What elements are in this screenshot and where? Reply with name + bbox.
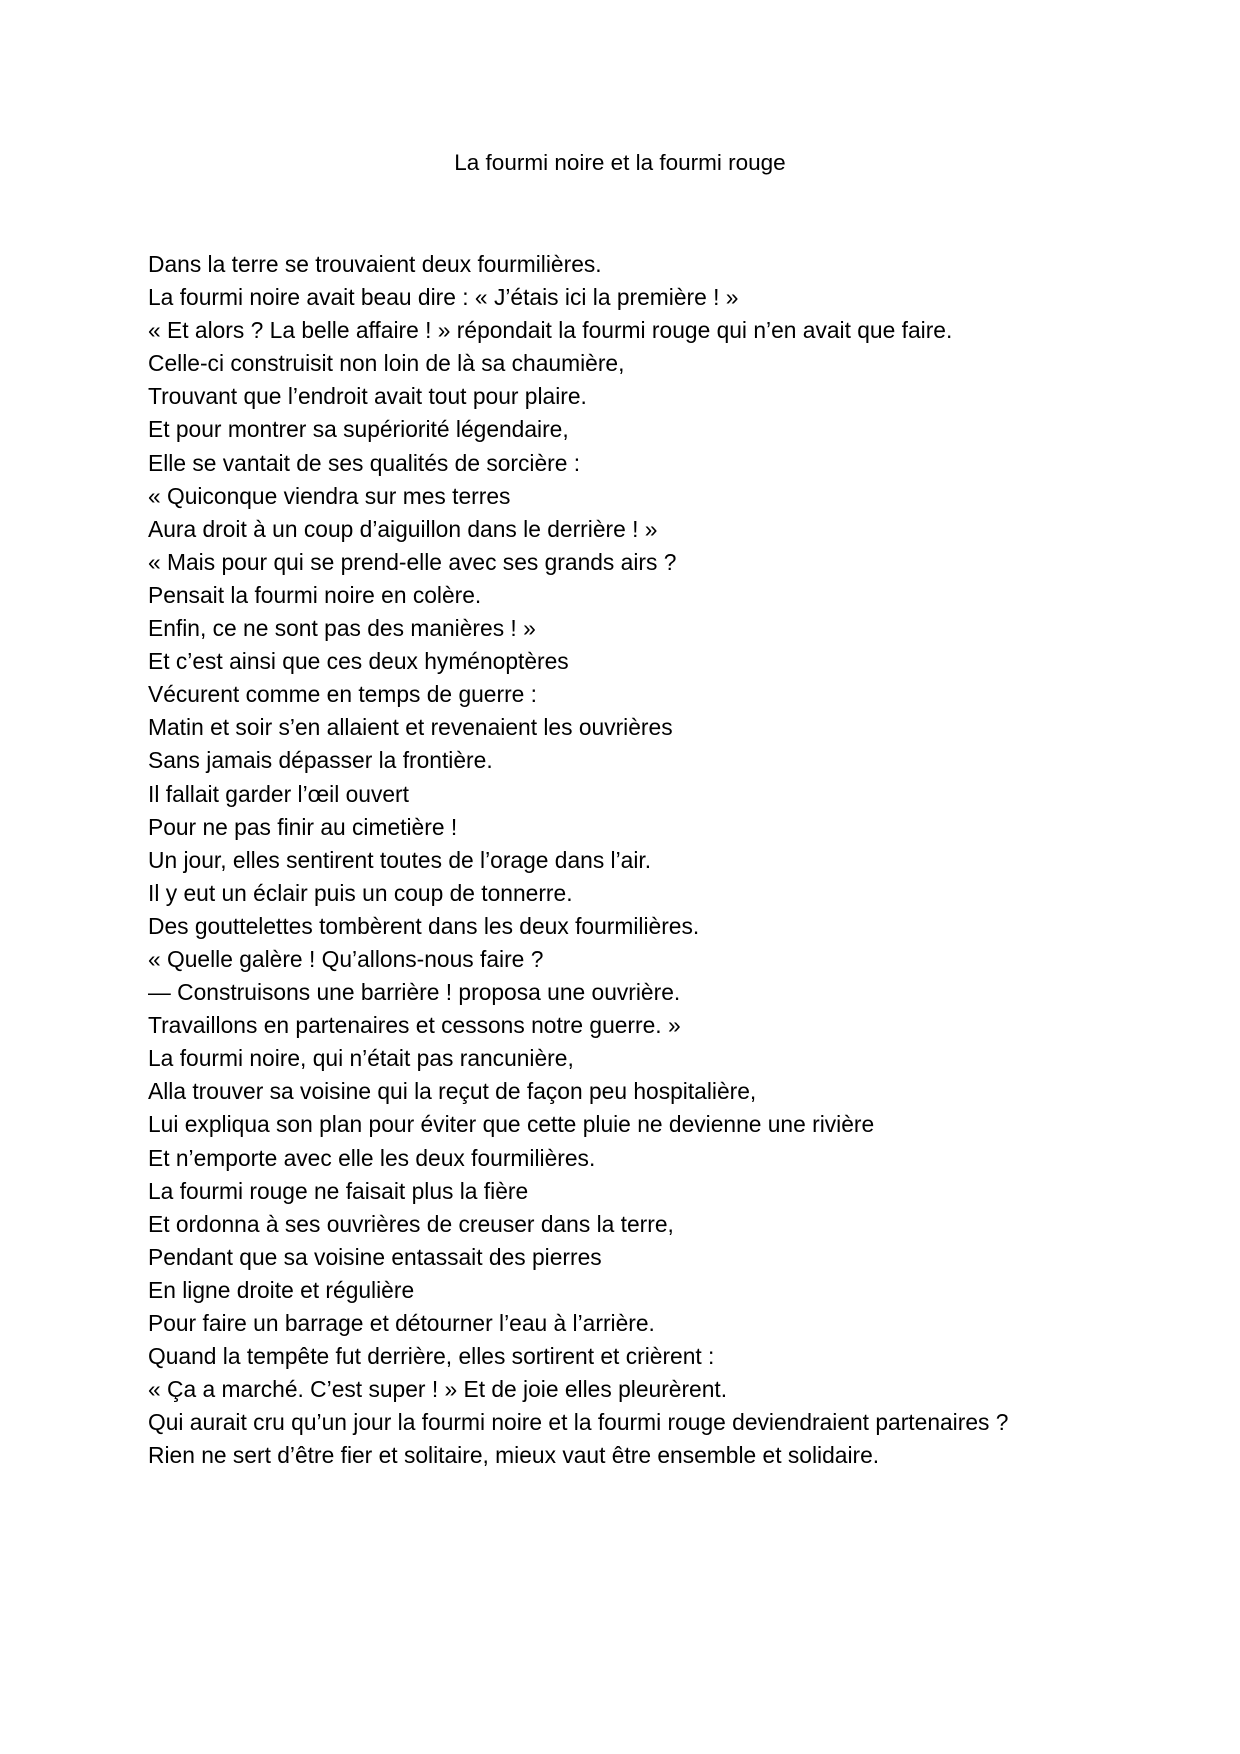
poem-line: Matin et soir s’en allaient et revenaient les ouvrières <box>148 714 673 741</box>
poem-line: La fourmi rouge ne faisait plus la fière <box>148 1177 529 1204</box>
poem-line: « Quiconque viendra sur mes terres <box>148 482 511 509</box>
poem-line: Et n’emporte avec elle les deux fourmilières. <box>148 1144 596 1171</box>
poem-line: La fourmi noire avait beau dire : « J’étais ici la première ! » <box>148 284 739 311</box>
poem-line: Et ordonna à ses ouvrières de creuser dans la terre, <box>148 1210 674 1237</box>
poem-line: « Et alors ? La belle affaire ! » répondait la fourmi rouge qui n’en avait que faire. <box>148 317 953 344</box>
poem-line: Elle se vantait de ses qualités de sorcière : <box>148 449 581 476</box>
poem-line: Des gouttelettes tombèrent dans les deux fourmilières. <box>148 912 700 939</box>
poem-line: Pour faire un barrage et détourner l’eau à l’arrière. <box>148 1310 655 1336</box>
poem-line: Un jour, elles sentirent toutes de l’orage dans l’air. <box>148 846 652 873</box>
poem-line: Rien ne sert d’être fier et solitaire, mieux vaut être ensemble et solidaire. <box>148 1442 880 1469</box>
poem-line: Lui expliqua son plan pour éviter que cette pluie ne devienne une rivière <box>148 1111 875 1138</box>
poem-line: La fourmi noire, qui n’était pas rancunière, <box>148 1045 574 1072</box>
poem-line: Et c’est ainsi que ces deux hyménoptères <box>148 648 569 675</box>
poem-line: Il fallait garder l’œil ouvert <box>148 780 409 807</box>
poem-line: Quand la tempête fut derrière, elles sortirent et crièrent : <box>148 1343 715 1370</box>
poem-line: Vécurent comme en temps de guerre : <box>148 681 538 708</box>
poem-line: Il y eut un éclair puis un coup de tonnerre. <box>148 879 573 906</box>
poem-line: « Quelle galère ! Qu’allons-nous faire ? <box>148 945 544 972</box>
poem-title: La fourmi noire et la fourmi rouge <box>454 150 786 175</box>
poem-line: Pendant que sa voisine entassait des pierres <box>148 1243 602 1270</box>
poem-line: Trouvant que l’endroit avait tout pour plaire. <box>148 383 587 410</box>
poem-line: En ligne droite et régulière <box>148 1276 415 1303</box>
poem-line: « Ça a marché. C’est super ! » Et de joie elles pleurèrent. <box>148 1376 728 1403</box>
poem-body <box>148 248 1008 1472</box>
poem-line: Pour ne pas finir au cimetière ! <box>148 813 458 840</box>
poem-line: Et pour montrer sa supériorité légendaire, <box>148 416 569 443</box>
poem-line: Travaillons en partenaires et cessons notre guerre. » <box>148 1012 681 1039</box>
poem-line: Pensait la fourmi noire en colère. <box>148 581 482 608</box>
poem-line: Qui aurait cru qu’un jour la fourmi noire et la fourmi rouge deviendraient partenaires ? <box>148 1409 1009 1436</box>
poem-line: — Construisons une barrière ! proposa une ouvrière. <box>148 979 681 1006</box>
poem-line: Alla trouver sa voisine qui la reçut de façon peu hospitalière, <box>148 1078 757 1105</box>
poem-line: Celle-ci construisit non loin de là sa chaumière, <box>148 350 625 377</box>
poem-line: Enfin, ce ne sont pas des manières ! » <box>148 615 536 642</box>
poem-line: « Mais pour qui se prend-elle avec ses grands airs ? <box>148 548 677 575</box>
poem-line: Aura droit à un coup d’aiguillon dans le derrière ! » <box>148 515 658 542</box>
poem-line: Sans jamais dépasser la frontière. <box>148 747 493 774</box>
poem-line: Dans la terre se trouvaient deux fourmilières. <box>148 251 602 277</box>
